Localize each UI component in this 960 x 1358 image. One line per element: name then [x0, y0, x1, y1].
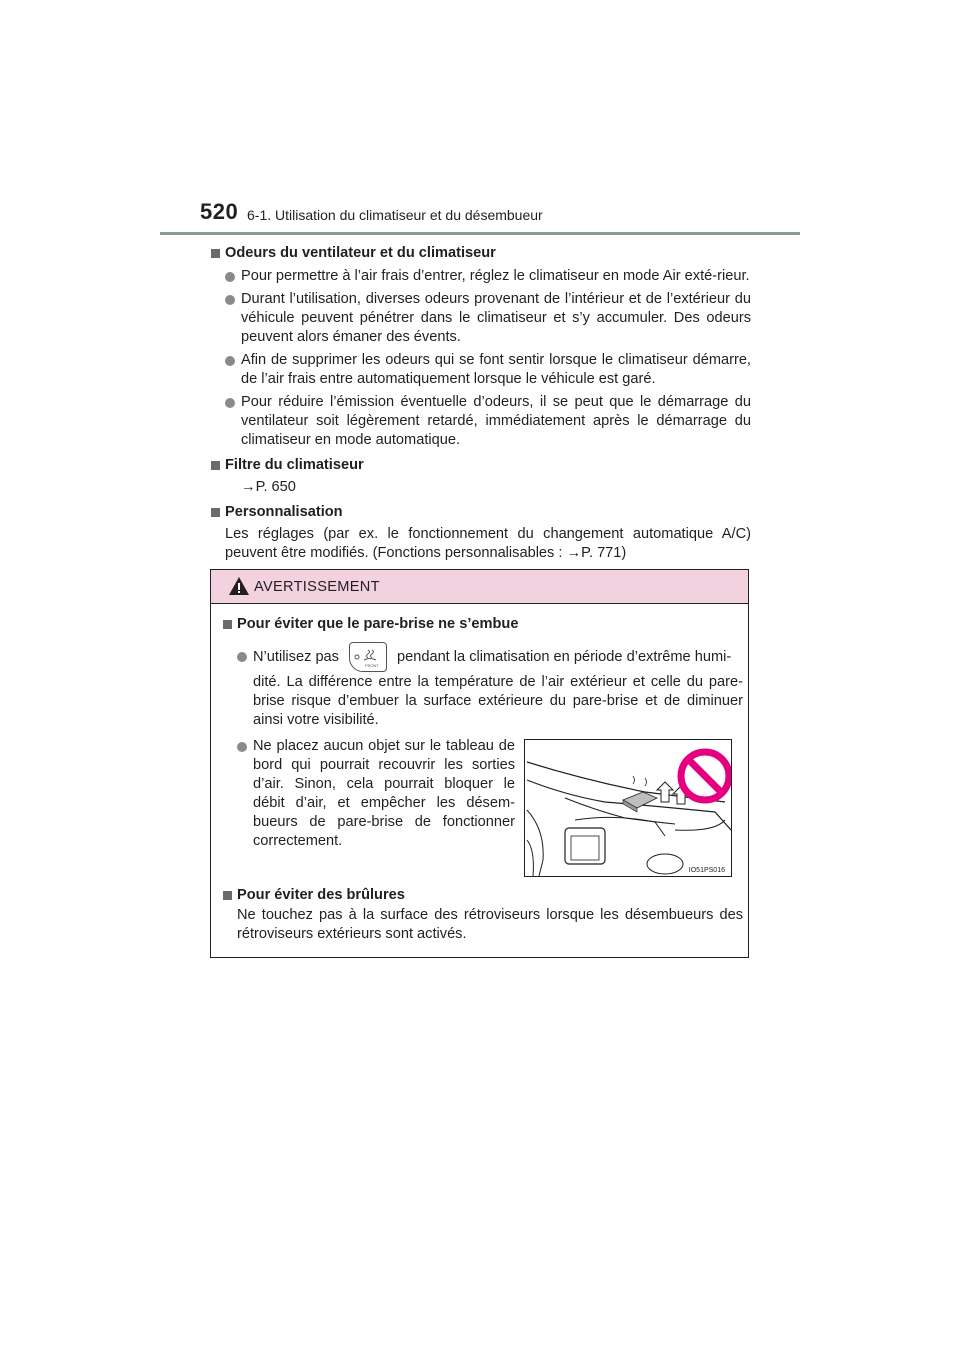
header-rule — [160, 232, 800, 235]
main-content — [211, 240, 751, 563]
list-item: Durant l’utilisation, diverses odeurs provenant de l’intérieur et de l’extérieur du véhicule peuvent pénétrer dans le climatiseur et s’y accumuler. Des odeurs peuvent alors émaner des évents. — [211, 290, 751, 347]
warning-brulures-text: Ne touchez pas à la surface des rétroviseurs lorsque les désembueurs des rétroviseurs extérieurs sont activés. — [237, 907, 743, 942]
square-bullet-icon — [211, 461, 220, 470]
round-bullet-icon — [225, 398, 235, 408]
warning-bullet-front: N’utilisez pas FRONT pendant la climatisation en période d’extrême humi- dité. La différence entre la température de l’air extérieur et celle du pare-brise risque d’embuer la surface extérieure du pare-brise et de diminuer ainsi votre visibilité. — [223, 641, 743, 730]
list-item: Pour réduire l’émission éventuelle d’odeurs, il se peut que le démarrage du ventilateur soit légèrement retardé, immédiatement après le démarrage du climatiseur en mode automatique. — [211, 393, 751, 450]
illustration-code: IO51PS016 — [688, 867, 725, 874]
square-bullet-icon — [223, 620, 232, 629]
warning-pare-brise-title: Pour éviter que le pare-brise ne s’embue — [223, 615, 743, 634]
warning-bullet-tableau: Ne placez aucun objet sur le tableau de bord qui pourrait recouvrir les sorties d’air. Sinon, cela pourrait bloquer le débit d’air, et empêcher les désem-bueurs de pare-brise de fonctionner correctement. — [223, 737, 515, 851]
page-number: 520 — [200, 199, 239, 224]
page-reference: →P. 650 — [241, 479, 296, 495]
round-bullet-icon — [237, 742, 247, 752]
warning-brulures: Pour éviter des brûlures Ne touchez pas à la surface des rétroviseurs lorsque les désembueurs des rétroviseurs extérieurs sont activés. — [223, 886, 743, 944]
warning-header — [211, 570, 748, 604]
front-defroster-button-icon — [349, 642, 387, 672]
warning-title: AVERTISSEMENT — [254, 579, 380, 595]
section-filtre-title: Filtre du climatiseur — [211, 456, 751, 475]
square-bullet-icon — [223, 891, 232, 900]
round-bullet-icon — [225, 272, 235, 282]
warning-triangle-icon — [228, 576, 250, 596]
defroster-icon — [350, 643, 386, 671]
list-item: Pour permettre à l’air frais d’entrer, réglez le climatiseur en mode Air exté-rieur. — [211, 267, 751, 286]
section-perso-text: Les réglages (par ex. le fonctionnement du changement automatique A/C) peuvent être modifiés. (Fonctions personnalisables : →P. 771) — [225, 526, 751, 561]
round-bullet-icon — [237, 652, 247, 662]
square-bullet-icon — [211, 508, 220, 517]
list-item: Afin de supprimer les odeurs qui se font sentir lorsque le climatiseur démarre, de l’air frais entre automatiquement lorsque le véhicule est garé. — [211, 351, 751, 389]
chapter-title: 6-1. Utilisation du climatiseur et du désembueur — [247, 207, 543, 223]
front-button-label: FRONT — [364, 663, 379, 669]
round-bullet-icon — [225, 356, 235, 366]
round-bullet-icon — [225, 295, 235, 305]
section-odeurs-title: Odeurs du ventilateur et du climatiseur — [211, 244, 751, 263]
section-perso-title: Personnalisation — [211, 503, 751, 522]
square-bullet-icon — [211, 249, 220, 258]
dashboard-drawing — [525, 740, 731, 876]
dashboard-illustration — [524, 739, 732, 877]
